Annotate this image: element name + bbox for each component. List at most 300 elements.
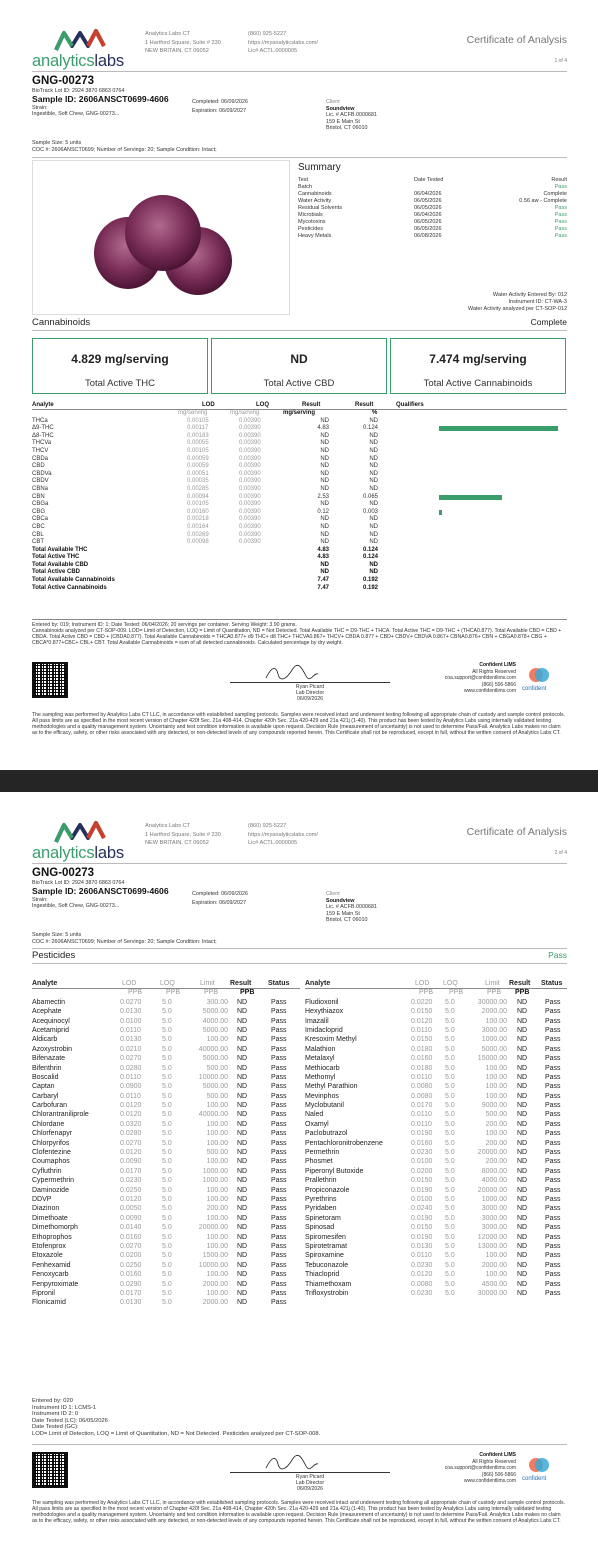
qr-code[interactable] (32, 662, 68, 698)
pesticide-result: ND (517, 1271, 528, 1279)
pesticide-loq: 5.0 (445, 1017, 455, 1025)
lod-value: 0.00269 (187, 531, 209, 538)
cannabinoid-notes (32, 619, 567, 646)
pesticide-loq: 5.0 (445, 1271, 455, 1279)
signer-name: Ryan Picard (295, 684, 325, 690)
lims-name: Confident LIMS (479, 662, 516, 668)
pesticide-row (32, 1055, 300, 1064)
result-value: ND (320, 539, 329, 546)
result-value: ND (320, 485, 329, 492)
page-number: 2 of 4 (554, 850, 567, 856)
pesticide-loq: 5.0 (445, 1055, 455, 1063)
qr-code[interactable] (32, 1452, 68, 1488)
pesticide-result: ND (237, 1149, 248, 1157)
client-block (326, 891, 377, 924)
pesticide-row (305, 1140, 567, 1149)
pesticide-lod: 0.0240 (411, 1205, 433, 1213)
table-row (32, 463, 567, 471)
summary-row (298, 198, 567, 205)
pest-note-5: LOD= Limit of Detection, LOQ = Limit of Quantitation, ND = Not Detected. Pesticides analyzed per CT-SOP-008. (32, 1430, 321, 1437)
pesticide-lod: 0.0130 (411, 1242, 433, 1250)
col-lod: LOD (415, 980, 430, 987)
pesticide-loq: 5.0 (162, 1252, 172, 1260)
pesticide-lod: 0.0230 (411, 1261, 433, 1269)
pesticide-analyte: Coumaphos (32, 1158, 70, 1166)
pesticide-lod: 0.0150 (411, 1008, 433, 1016)
logo (32, 814, 137, 864)
signature-line (230, 682, 390, 683)
lims-url[interactable]: www.confidentlims.com (464, 1478, 516, 1484)
pesticide-row (305, 1036, 567, 1045)
summary-test: Water Activity (298, 197, 332, 204)
summary-date: 06/05/2026 (414, 225, 442, 232)
sample-size: Sample Size: 5 units (32, 932, 82, 938)
signer-block (230, 1474, 390, 1492)
total-result: 7.47 (317, 584, 329, 591)
pesticide-analyte: Mevinphos (305, 1092, 339, 1100)
lod-value: 0.00117 (187, 425, 209, 432)
lab-address (145, 30, 221, 56)
pesticide-analyte: Cyfluthrin (32, 1167, 62, 1175)
summary-test: Residual Solvents (298, 204, 343, 211)
pesticide-limit: 40000.00 (198, 1045, 228, 1053)
pesticide-loq: 5.0 (162, 1289, 172, 1297)
pesticide-analyte: Phosmet (305, 1158, 333, 1166)
pct-value: ND (369, 447, 378, 454)
total-name: Total Active THC (32, 554, 80, 561)
pesticide-lod: 0.0160 (120, 1233, 142, 1241)
coc: COC #: 2606ANSCT0699; Number of Servings: 20; Sample Condition: Intact; (32, 147, 217, 153)
pesticide-loq: 5.0 (445, 1205, 455, 1213)
pesticide-row (305, 1027, 567, 1036)
pesticide-loq: 5.0 (162, 1017, 172, 1025)
col-analyte: Analyte (32, 402, 54, 408)
unit-loq: mg/serving (230, 410, 260, 416)
unit-limit: PPB (204, 989, 219, 997)
pesticide-result: ND (237, 1064, 248, 1072)
lod-value: 0.00098 (187, 539, 209, 546)
pesticide-lod: 0.0150 (411, 1036, 433, 1044)
analyte-name: CBG (32, 508, 46, 515)
pesticide-loq: 5.0 (162, 1102, 172, 1110)
pesticide-analyte: Hexythiazox (305, 1008, 344, 1016)
pesticide-lod: 0.0170 (411, 1102, 433, 1110)
pesticide-row (305, 1158, 567, 1167)
lod-value: 0.00164 (187, 523, 209, 530)
pesticide-limit: 13000.00 (477, 1242, 507, 1250)
pesticide-notes (32, 1398, 567, 1438)
pesticide-result: ND (237, 1036, 248, 1044)
pesticide-row (305, 1083, 567, 1092)
loq-value: 0.00390 (239, 501, 261, 508)
pesticide-result: ND (237, 1271, 248, 1279)
loq-value: 0.00390 (239, 425, 261, 432)
summary-result: Pass (554, 225, 567, 232)
lims-rights: All Rights Reserved (472, 1458, 516, 1465)
table-row (32, 524, 567, 532)
pesticide-result: ND (517, 1214, 528, 1222)
pesticide-status: Pass (545, 1233, 561, 1241)
pesticide-lod: 0.0150 (411, 1224, 433, 1232)
summary-result: Pass (554, 218, 567, 225)
pesticide-row (305, 1074, 567, 1083)
pesticide-status: Pass (545, 1139, 561, 1147)
col-status: Status (268, 980, 290, 987)
pct-value: ND (369, 539, 378, 546)
pesticide-analyte: Trifloxystrobin (305, 1289, 349, 1297)
summary-title: Summary (298, 162, 341, 173)
pesticide-row (32, 1252, 300, 1261)
wa-sop: Water Activity analyzed per CT-SOP-012 (467, 306, 567, 312)
pesticide-loq: 5.0 (162, 1167, 172, 1175)
col-result-pct: Result (355, 402, 374, 408)
pesticide-result: ND (237, 1158, 248, 1166)
lab-addr1: 1 Hartford Square, Suite # 230 (145, 831, 221, 838)
pesticide-status: Pass (545, 1111, 561, 1119)
col-qualifiers: Qualifiers (396, 402, 424, 408)
logo-word-1: analytics (32, 844, 95, 862)
pesticide-lod: 0.0110 (411, 1252, 432, 1260)
pesticide-analyte: Azoxystrobin (32, 1045, 73, 1053)
pesticide-result: ND (517, 1026, 528, 1034)
pesticide-status: Pass (271, 1149, 287, 1157)
pesticide-analyte: Kresoxim Methyl (305, 1036, 357, 1044)
pesticide-limit: 30000.00 (477, 998, 507, 1006)
pesticide-status: Pass (271, 1195, 287, 1203)
summary-result: Pass (554, 211, 567, 218)
pesticide-analyte: Bifenthrin (32, 1064, 62, 1072)
pesticide-limit: 100.00 (206, 1158, 228, 1166)
certificate-title: Certificate of Analysis (466, 34, 567, 46)
pesticide-status: Pass (545, 1205, 561, 1213)
col-loq: LOQ (256, 402, 269, 408)
pesticide-limit: 100.00 (206, 1195, 228, 1203)
summary-row (298, 212, 567, 219)
lab-name: Analytics Labs CT (145, 31, 191, 37)
summary-row (298, 233, 567, 240)
lab-url[interactable]: https://myanalyticslabs.com/ (248, 831, 318, 838)
pesticide-loq: 5.0 (162, 1214, 172, 1222)
table-row (32, 471, 567, 479)
signer-date: 06/09/2026 (297, 696, 323, 702)
pesticide-result: ND (237, 1242, 248, 1250)
result-value: ND (320, 440, 329, 447)
analyte-name: THCa (32, 417, 48, 424)
pesticide-status: Pass (271, 1299, 287, 1307)
pesticide-loq: 5.0 (162, 1149, 172, 1157)
expiration-date: Expiration: 06/09/2027 (192, 900, 246, 906)
lims-block (445, 662, 516, 695)
pesticide-status: Pass (545, 1045, 561, 1053)
pesticide-loq: 5.0 (162, 1045, 172, 1053)
pesticide-status: Pass (545, 1026, 561, 1034)
pesticide-row (32, 1065, 300, 1074)
pesticide-lod: 0.0290 (120, 1280, 142, 1288)
total-pct: ND (369, 561, 378, 568)
pesticide-loq: 5.0 (445, 1045, 455, 1053)
pest-note-3: Date Tested (LC): 06/05/2026 (32, 1417, 108, 1424)
pesticide-analyte: Acetamiprid (32, 1026, 69, 1034)
lab-address (145, 822, 221, 848)
pesticide-status: Pass (545, 1083, 561, 1091)
pesticide-analyte: Spinosad (305, 1224, 335, 1232)
pesticide-status: Pass (545, 1224, 561, 1232)
pesticide-row (32, 1262, 300, 1271)
table-row (32, 456, 567, 464)
client-lic: Lic. # ACFB.0000681 (326, 112, 377, 119)
pesticide-analyte: Etoxazole (32, 1252, 63, 1260)
pesticide-row (32, 1281, 300, 1290)
pesticide-lod: 0.0110 (411, 1111, 432, 1119)
pesticide-result: ND (237, 1195, 248, 1203)
pct-value: ND (369, 516, 378, 523)
pesticide-status: Pass (545, 1036, 561, 1044)
table-row (32, 433, 567, 441)
pesticide-loq: 5.0 (445, 1195, 455, 1203)
pesticide-limit: 100.00 (206, 1139, 228, 1147)
lab-name: Analytics Labs CT (145, 823, 191, 829)
loq-value: 0.00390 (239, 478, 261, 485)
pesticide-loq: 5.0 (445, 1233, 455, 1241)
analyte-name: CBCa (32, 516, 49, 523)
result-value: ND (320, 523, 329, 530)
pesticide-lod: 0.0200 (120, 1252, 142, 1260)
pesticide-analyte: Permethrin (305, 1149, 340, 1157)
total-row (32, 585, 567, 593)
pesticide-analyte: Naled (305, 1111, 324, 1119)
loq-value: 0.00390 (239, 523, 261, 530)
total-active-cbd-box (211, 338, 387, 394)
pesticide-row (305, 1149, 567, 1158)
pesticide-result: ND (517, 1017, 528, 1025)
total-pct: ND (369, 569, 378, 576)
pesticide-result: ND (517, 1120, 528, 1128)
pesticide-status: Pass (271, 1111, 287, 1119)
pesticide-result: ND (517, 1008, 528, 1016)
pesticide-status: Pass (545, 1008, 561, 1016)
pesticide-lod: 0.0090 (120, 1158, 142, 1166)
pesticide-result: ND (237, 1130, 248, 1138)
table-row (32, 448, 567, 456)
pesticide-limit: 100.00 (485, 1073, 507, 1081)
pesticide-row (305, 1093, 567, 1102)
pesticide-lod: 0.0120 (411, 1271, 433, 1279)
sample-id: Sample ID: 2606ANSCT0699-4606 (32, 93, 169, 104)
cannabinoids-title: Cannabinoids (32, 317, 91, 328)
pesticide-loq: 5.0 (445, 1149, 455, 1157)
cannabinoids-status: Complete (530, 317, 567, 327)
pesticide-row (32, 1102, 300, 1111)
unit-result: PPB (515, 989, 530, 997)
col-analyte: Analyte (32, 980, 58, 987)
lod-value: 0.00105 (187, 417, 209, 424)
pesticide-status: Pass (271, 1055, 287, 1063)
pesticide-result: ND (517, 1045, 528, 1053)
pesticide-loq: 5.0 (445, 1214, 455, 1222)
pesticide-result: ND (237, 1017, 248, 1025)
biotrack-id: BioTrack Lot ID: 2924 3870 6863 0764 (32, 880, 125, 887)
sample-info (32, 867, 567, 945)
pct-value: 0.065 (362, 493, 378, 500)
lab-contact (248, 822, 318, 848)
pesticide-limit: 5000.00 (202, 1055, 228, 1063)
col-result: Result (230, 980, 252, 987)
pesticide-status: Pass (545, 1130, 561, 1138)
result-value: ND (320, 417, 329, 424)
pesticide-loq: 5.0 (162, 1242, 172, 1250)
pesticide-loq: 5.0 (162, 1008, 172, 1016)
confident-wordmark: confident (522, 1476, 547, 1482)
pesticide-limit: 200.00 (485, 1158, 507, 1166)
pesticides-rule (32, 963, 567, 964)
analyte-name: Δ8-THC (32, 432, 54, 439)
pesticide-analyte: Methyl Parathion (305, 1083, 358, 1091)
signature-line (230, 1472, 390, 1473)
table-row (32, 509, 567, 517)
pesticide-row (32, 1111, 300, 1120)
page-1 (0, 0, 598, 770)
signer-date: 06/09/2026 (297, 1486, 323, 1492)
pesticide-analyte: Cypermethrin (32, 1177, 75, 1185)
pesticide-row (32, 1149, 300, 1158)
confident-wordmark: confident (522, 686, 547, 692)
pesticide-row (305, 1205, 567, 1214)
completed-date: Completed: 06/09/2026 (192, 99, 249, 105)
col-loq: LOQ (160, 980, 175, 987)
lab-url[interactable]: https://myanalyticslabs.com/ (248, 39, 318, 46)
pesticide-limit: 200.00 (206, 1205, 228, 1213)
pesticide-lod: 0.0190 (411, 1214, 433, 1222)
pesticide-loq: 5.0 (162, 1092, 172, 1100)
pesticide-limit: 8000.00 (481, 1167, 507, 1175)
lims-email[interactable]: coa.support@confidentlims.com (444, 675, 516, 681)
lims-url[interactable]: www.confidentlims.com (464, 688, 516, 694)
pesticide-result: ND (517, 1289, 528, 1297)
client-block (326, 99, 377, 132)
unit-pct: % (372, 410, 378, 416)
pesticide-lod: 0.0110 (411, 1120, 432, 1128)
pesticide-rows-left (32, 999, 300, 1309)
col-result: Result (509, 980, 531, 987)
pesticide-analyte: Spiroxamine (305, 1252, 344, 1260)
pesticide-result: ND (517, 1205, 528, 1213)
lims-block (445, 1452, 516, 1485)
pesticide-lod: 0.0100 (120, 1017, 142, 1025)
analyte-name: CBD (32, 463, 45, 470)
cannabinoid-totals (32, 547, 567, 593)
total-result: 7.47 (317, 577, 329, 584)
pesticide-lod: 0.0250 (120, 1186, 142, 1194)
summary-col-date: Date Tested (414, 176, 444, 183)
pesticide-analyte: Abamectin (32, 998, 66, 1006)
total-pct: 0.124 (362, 554, 378, 561)
gng-id: GNG-00273 (32, 75, 95, 87)
pesticide-loq: 5.0 (162, 1299, 172, 1307)
col-lod: LOD (122, 980, 137, 987)
soft-chew-image (33, 161, 291, 316)
pesticide-loq: 5.0 (445, 1111, 455, 1119)
pesticide-analyte: Spinetoram (305, 1214, 341, 1222)
summary-date: 06/04/2026 (414, 190, 442, 197)
pesticide-loq: 5.0 (445, 1130, 455, 1138)
pesticide-result: ND (517, 1224, 528, 1232)
pesticide-result: ND (517, 1280, 528, 1288)
pesticide-loq: 5.0 (445, 1139, 455, 1147)
lab-phone: (860) 925-5227 (248, 31, 287, 37)
pesticide-limit: 4000.00 (202, 1017, 228, 1025)
result-value: ND (320, 516, 329, 523)
analyte-name: Δ9-THC (32, 425, 54, 432)
lims-email[interactable]: coa.support@confidentlims.com (444, 1465, 516, 1471)
pesticide-result: ND (517, 1242, 528, 1250)
table-row (32, 418, 567, 426)
pest-note-0: Entered by: 020 (32, 1398, 73, 1404)
pesticide-lod: 0.0110 (411, 1073, 432, 1081)
pesticide-row (32, 1196, 300, 1205)
confident-logo-icon (528, 666, 550, 684)
pesticide-result: ND (517, 998, 528, 1006)
analyte-name: CBDa (32, 455, 49, 462)
pesticide-status: Pass (271, 1130, 287, 1138)
pesticide-status: Pass (271, 1177, 287, 1185)
pesticide-result: ND (517, 1158, 528, 1166)
table-row (32, 532, 567, 540)
pesticide-lod: 0.0140 (120, 1224, 142, 1232)
pesticide-analyte: Ethoprophos (32, 1233, 72, 1241)
pesticide-loq: 5.0 (162, 1036, 172, 1044)
pesticide-analyte: Chlorfenapyr (32, 1130, 73, 1138)
pesticide-row (305, 1196, 567, 1205)
pesticide-limit: 200.00 (485, 1139, 507, 1147)
pesticide-loq: 5.0 (445, 1036, 455, 1044)
pesticide-loq: 5.0 (162, 1280, 172, 1288)
pesticide-row (32, 1271, 300, 1280)
table-row (32, 501, 567, 509)
header (32, 814, 567, 866)
summary-result: Complete (543, 190, 567, 197)
total-row (32, 547, 567, 555)
pesticide-loq: 5.0 (162, 1271, 172, 1279)
pesticide-status: Pass (545, 1214, 561, 1222)
result-value: ND (320, 531, 329, 538)
pesticide-rows-right (305, 999, 567, 1300)
certificate-title: Certificate of Analysis (466, 826, 567, 838)
pesticide-status: Pass (545, 1055, 561, 1063)
pesticide-lod: 0.0150 (411, 1177, 433, 1185)
result-value: ND (320, 447, 329, 454)
pesticide-row (32, 999, 300, 1008)
pesticide-row (305, 1262, 567, 1271)
sample-size: Sample Size: 5 units (32, 140, 82, 146)
pesticide-limit: 100.00 (485, 1083, 507, 1091)
notes-rule (32, 1444, 567, 1445)
pesticide-loq: 5.0 (162, 1177, 172, 1185)
pesticide-loq: 5.0 (445, 998, 455, 1006)
pesticide-lod: 0.0190 (411, 1130, 433, 1138)
pesticide-result: ND (237, 1261, 248, 1269)
pesticide-limit: 4000.00 (481, 1177, 507, 1185)
pesticide-status: Pass (271, 1008, 287, 1016)
lod-value: 0.00059 (187, 463, 209, 470)
analyte-name: CBN (32, 493, 45, 500)
pesticide-status: Pass (545, 1289, 561, 1297)
pesticide-result: ND (517, 1139, 528, 1147)
pesticide-lod: 0.0220 (411, 998, 433, 1006)
summary-test: Microbials (298, 211, 323, 218)
summary-rows (298, 184, 567, 240)
loq-value: 0.00390 (239, 516, 261, 523)
summary-panel (298, 162, 567, 240)
